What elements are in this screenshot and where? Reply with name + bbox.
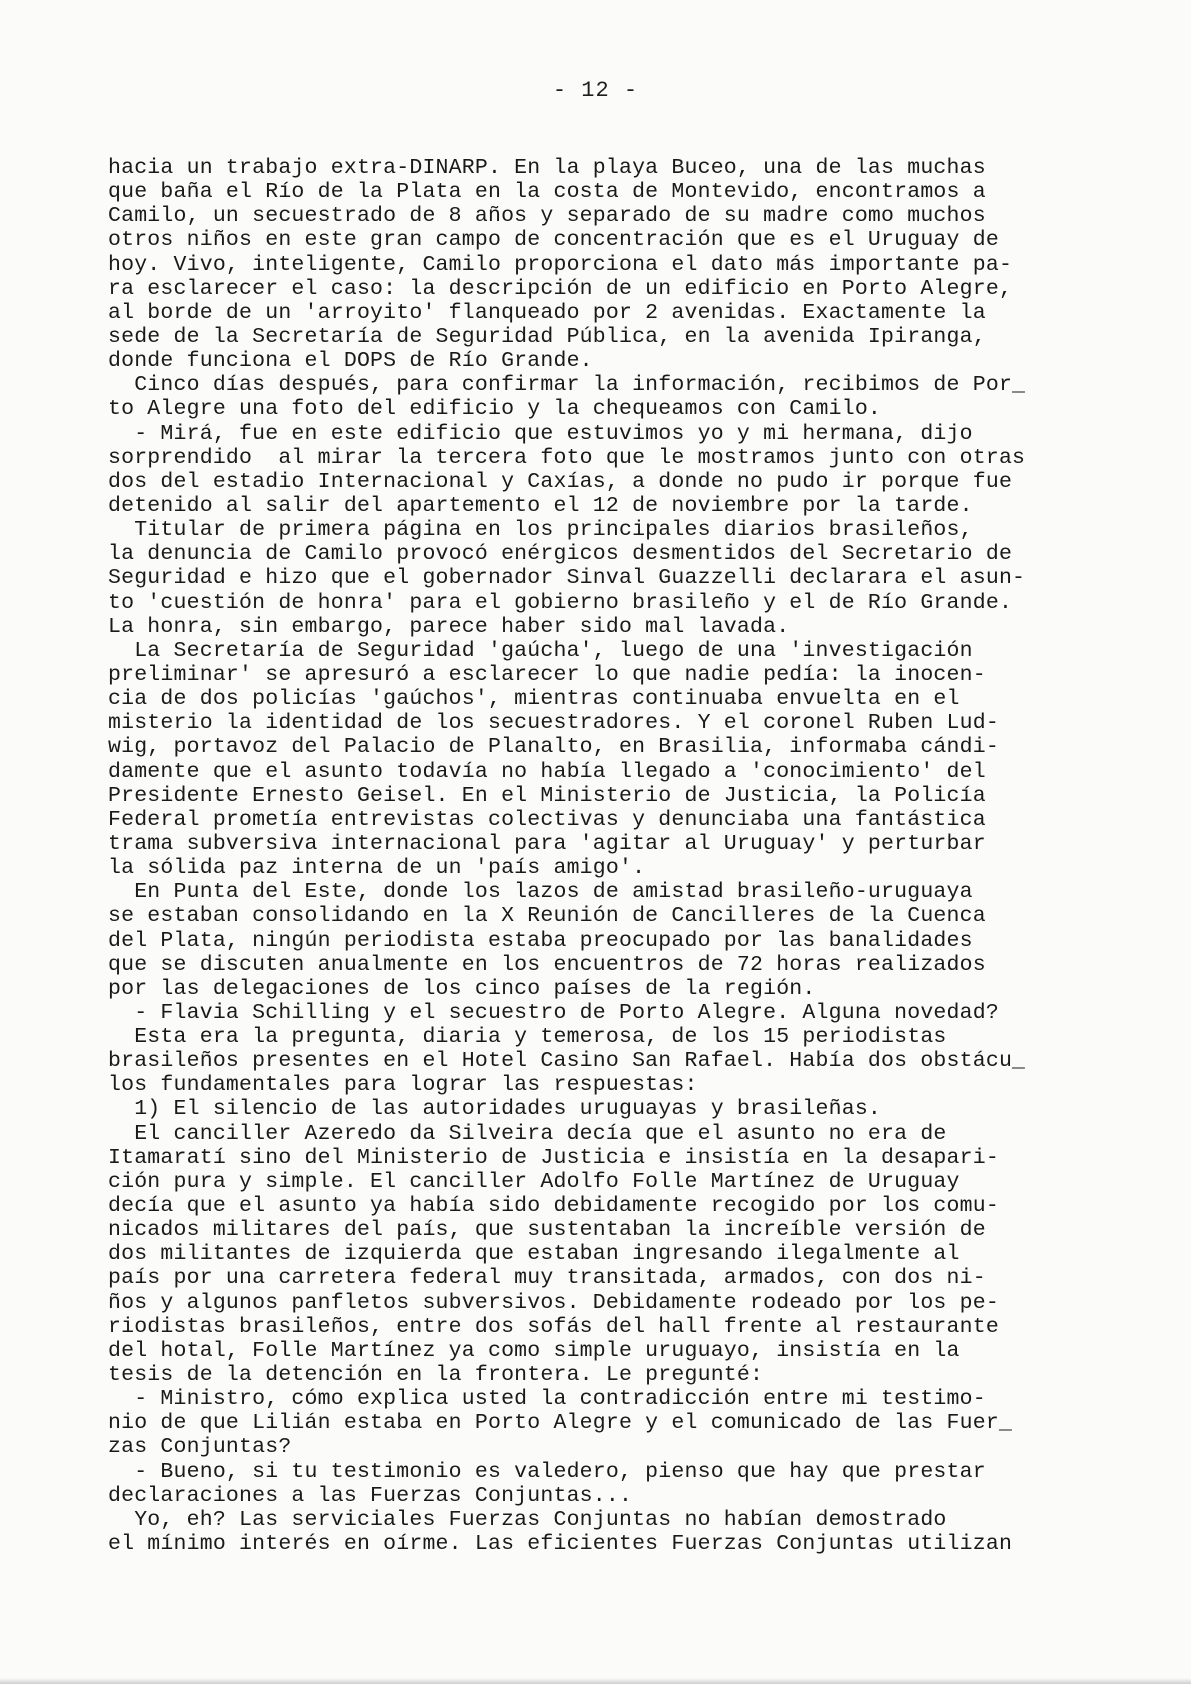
text-line: - Bueno, si tu testimonio es valedero, pienso que hay que prestar: [108, 1459, 986, 1484]
text-line: misterio la identidad de los secuestradores. Y el coronel Ruben Lud-: [108, 711, 999, 736]
text-line: sorprendido al mirar la tercera foto que le mostramos junto con otras: [108, 445, 1026, 470]
text-line: donde funciona el DOPS de Río Grande.: [108, 349, 593, 374]
text-line: dos del estadio Internacional y Caxías, a donde no pudo ir porque fue: [108, 469, 1013, 494]
text-line: - Mirá, fue en este edificio que estuvimos yo y mi hermana, dijo: [108, 421, 973, 446]
text-line: declaraciones a las Fuerzas Conjuntas...: [108, 1483, 633, 1508]
text-line: preliminar' se apresuró a esclarecer lo que nadie pedía: la inocen-: [108, 662, 986, 687]
text-line: por las delegaciones de los cinco países de la región.: [108, 976, 816, 1001]
text-line: riodistas brasileños, entre dos sofás del hall frente al restaurante: [108, 1314, 999, 1339]
text-line: la denuncia de Camilo provocó enérgicos desmentidos del Secretario de: [108, 542, 1013, 567]
text-line: los fundamentales para lograr las respuestas:: [108, 1073, 698, 1098]
text-line: otros niños en este gran campo de concentración que es el Uruguay de: [108, 228, 999, 253]
text-line: Camilo, un secuestrado de 8 años y separado de su madre como muchos: [108, 204, 986, 229]
text-line: En Punta del Este, donde los lazos de amistad brasileño-uruguaya: [108, 880, 973, 905]
text-line: La honra, sin embargo, parece haber sido mal lavada.: [108, 614, 790, 639]
text-line: wig, portavoz del Palacio de Planalto, en Brasilia, informaba cándi-: [108, 735, 999, 760]
text-line: - Flavia Schilling y el secuestro de Porto Alegre. Alguna novedad?: [108, 1000, 999, 1025]
text-line: del hotal, Folle Martínez ya como simple uruguayo, insistía en la: [108, 1338, 960, 1363]
text-line: se estaban consolidando en la X Reunión de Cancilleres de la Cuenca: [108, 904, 986, 929]
text-line: - Ministro, cómo explica usted la contradicción entre mi testimo-: [108, 1387, 986, 1412]
text-line: decía que el asunto ya había sido debidamente recogido por los comu-: [108, 1194, 999, 1219]
text-line: el mínimo interés en oírme. Las eficientes Fuerzas Conjuntas utilizan: [108, 1532, 1013, 1557]
text-line: Itamaratí sino del Ministerio de Justicia e insistía en la desapari-: [108, 1145, 999, 1170]
text-line: hacia un trabajo extra-DINARP. En la playa Buceo, una de las muchas: [108, 156, 986, 180]
text-line: La Secretaría de Seguridad 'gaúcha', luego de una 'investigación: [108, 638, 973, 663]
body-text: [108, 156, 1108, 1556]
text-line: ción pura y simple. El canciller Adolfo Folle Martínez de Uruguay: [108, 1169, 960, 1194]
text-line: detenido al salir del apartemento el 12 de noviembre por la tarde.: [108, 493, 973, 518]
text-line: ra esclarecer el caso: la descripción de un edificio en Porto Alegre,: [108, 276, 1013, 301]
text-line: Seguridad e hizo que el gobernador Sinval Guazzelli declarara el asun-: [108, 566, 1026, 591]
text-line: dos militantes de izquierda que estaban ingresando ilegalmente al: [108, 1242, 960, 1267]
scan-edge-shadow: [0, 1678, 1191, 1684]
text-line: brasileños presentes en el Hotel Casino San Rafael. Había dos obstácu_: [108, 1049, 1026, 1074]
text-line: Titular de primera página en los principales diarios brasileños,: [108, 518, 973, 543]
page-number: - 12 -: [552, 78, 639, 103]
text-line: al borde de un 'arroyito' flanqueado por 2 avenidas. Exactamente la: [108, 300, 986, 325]
text-line: que baña el Río de la Plata en la costa de Montevido, encontramos a: [108, 180, 986, 205]
text-line: la sólida paz interna de un 'país amigo'.: [108, 856, 646, 881]
text-line: Cinco días después, para confirmar la información, recibimos de Por_: [108, 373, 1026, 398]
text-line: to Alegre una foto del edificio y la chequeamos con Camilo.: [108, 397, 882, 422]
text-line: país por una carretera federal muy transitada, armados, con dos ni-: [108, 1266, 986, 1291]
text-line: 1) El silencio de las autoridades uruguayas y brasileñas.: [108, 1097, 882, 1122]
text-line: nio de que Lilián estaba en Porto Alegre y el comunicado de las Fuer_: [108, 1411, 1013, 1436]
text-line: Presidente Ernesto Geisel. En el Ministerio de Justicia, la Policía: [108, 783, 986, 808]
text-line: que se discuten anualmente en los encuentros de 72 horas realizados: [108, 952, 986, 977]
text-line: nicados militares del país, que sustentaban la increíble versión de: [108, 1218, 986, 1243]
text-line: trama subversiva internacional para 'agitar al Uruguay' y perturbar: [108, 831, 986, 856]
text-line: zas Conjuntas?: [108, 1435, 292, 1460]
text-line: damente que el asunto todavía no había llegado a 'conocimiento' del: [108, 759, 986, 784]
text-line: cia de dos policías 'gaúchos', mientras continuaba envuelta en el: [108, 687, 960, 712]
text-line: Esta era la pregunta, diaria y temerosa, de los 15 periodistas: [108, 1025, 947, 1050]
text-line: Yo, eh? Las serviciales Fuerzas Conjuntas no habían demostrado: [108, 1507, 947, 1532]
text-line: tesis de la detención en la frontera. Le pregunté:: [108, 1363, 764, 1388]
text-line: hoy. Vivo, inteligente, Camilo proporciona el dato más importante pa-: [108, 252, 1013, 277]
text-line: Federal prometía entrevistas colectivas y denunciaba una fantástica: [108, 807, 986, 832]
text-line: ños y algunos panfletos subversivos. Debidamente rodeado por los pe-: [108, 1290, 999, 1315]
text-line: sede de la Secretaría de Seguridad Pública, en la avenida Ipiranga,: [108, 324, 986, 349]
text-line: to 'cuestión de honra' para el gobierno brasileño y el de Río Grande.: [108, 590, 1013, 615]
text-line: del Plata, ningún periodista estaba preocupado por las banalidades: [108, 928, 973, 953]
text-line: El canciller Azeredo da Silveira decía que el asunto no era de: [108, 1121, 947, 1146]
